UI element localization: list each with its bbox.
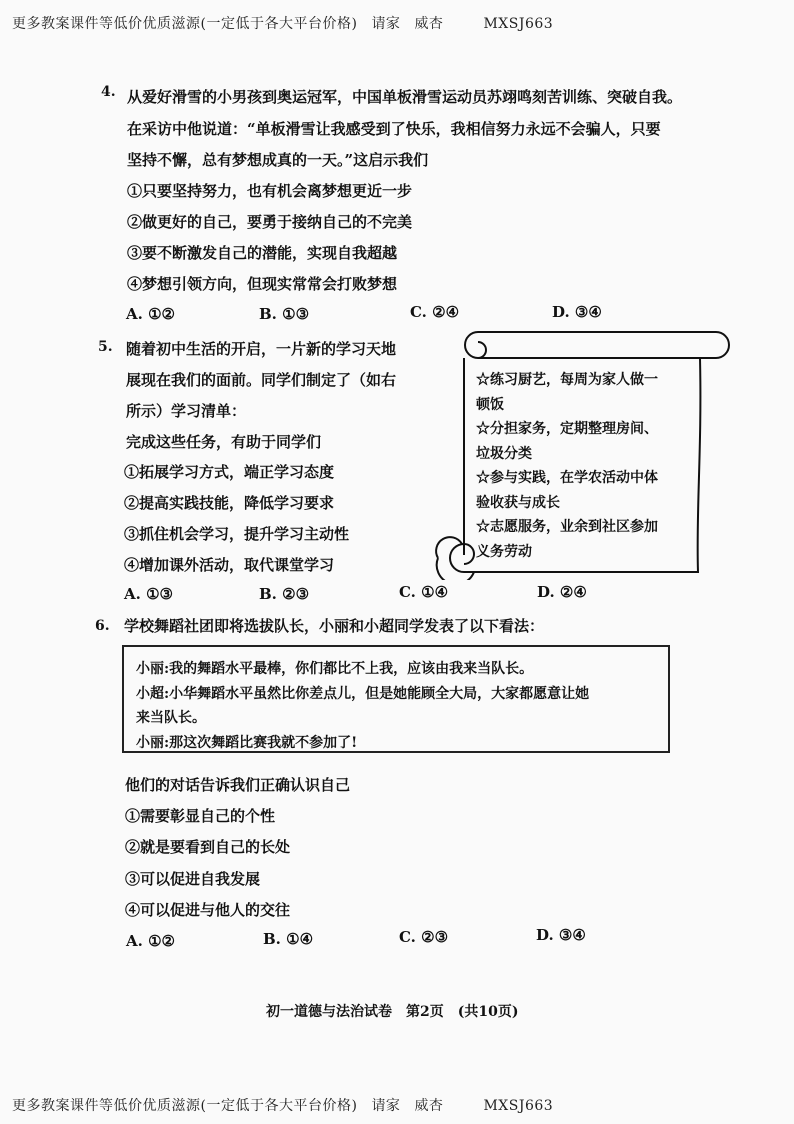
- question-4-option-b[interactable]: B. ①③: [259, 305, 310, 323]
- question-5-item-2: ②提高实践技能，降低学习要求: [124, 494, 335, 512]
- question-6-item-2: ②就是要看到自己的长处: [125, 838, 291, 856]
- question-5-option-c[interactable]: C. ①④: [399, 583, 449, 601]
- question-5-item-4: ④增加课外活动，取代课堂学习: [124, 556, 335, 574]
- question-6-item-1: ①需要彰显自己的个性: [125, 807, 276, 825]
- question-4-option-d[interactable]: D. ③④: [552, 303, 602, 321]
- question-4-number: 4.: [101, 84, 116, 100]
- footer-subject: 初一道德与法治试卷: [266, 1004, 392, 1020]
- scroll-text: [476, 368, 701, 564]
- scroll-line-2: 顿饭: [476, 396, 504, 413]
- question-5-option-d[interactable]: D. ②④: [537, 583, 587, 601]
- question-5-option-b[interactable]: B. ②③: [259, 585, 310, 603]
- scroll-line-3: ☆分担家务，定期整理房间、: [476, 421, 658, 437]
- question-6-prompt: 他们的对话告诉我们正确认识自己: [125, 776, 351, 794]
- scroll-line-8: 义务劳动: [476, 543, 532, 560]
- scroll-line-4: 垃圾分类: [476, 445, 532, 462]
- footer-page: 第2页: [406, 1004, 444, 1020]
- question-6-item-4: ④可以促进与他人的交往: [125, 901, 291, 919]
- question-5-number: 5.: [98, 339, 113, 355]
- banner-code: MXSJ663: [483, 16, 554, 32]
- question-4-stem-line-3: 坚持不懈，总有梦想成真的一天。”这启示我们: [127, 151, 429, 169]
- question-5-stem-line-4: 完成这些任务，有助于同学们: [126, 433, 322, 451]
- dialog-box: [122, 645, 670, 753]
- scroll-line-7: ☆志愿服务，业余到社区参加: [476, 519, 658, 535]
- banner-text-bottom: 更多教案课件等低价优质滋源(一定低于各大平台价格): [12, 1098, 358, 1114]
- question-4-stem-line-2: 在采访中他说道：“单板滑雪让我感受到了快乐，我相信努力永远不会骗人，只要: [127, 120, 661, 138]
- question-4-option-c[interactable]: C. ②④: [410, 303, 460, 321]
- question-4-item-4: ④梦想引领方向，但现实常常会打败梦想: [127, 275, 398, 293]
- question-4-item-3: ③要不断激发自己的潜能，实现自我超越: [127, 244, 398, 262]
- dialog-line-3: 来当队长。: [136, 710, 206, 726]
- banner-contact: 请家: [371, 16, 401, 32]
- banner-contact-bottom: 请家: [371, 1098, 401, 1114]
- banner-code-bottom: MXSJ663: [483, 1098, 554, 1114]
- footer-total: (共10页): [457, 1004, 519, 1020]
- page-footer: [266, 1001, 532, 1021]
- banner-name-bottom: 威杏: [414, 1098, 444, 1114]
- question-5-item-1: ①拓展学习方式，端正学习态度: [124, 463, 335, 481]
- question-4-stem-line-1: 从爱好滑雪的小男孩到奥运冠军，中国单板滑雪运动员苏翊鸣刻苦训练、突破自我。: [127, 88, 683, 106]
- question-6-number: 6.: [95, 618, 110, 634]
- question-5-stem-line-2: 展现在我们的面前。同学们制定了（如右: [126, 371, 397, 389]
- question-6-option-a[interactable]: A. ①②: [126, 932, 175, 950]
- question-4-option-a[interactable]: A. ①②: [126, 305, 175, 323]
- banner-name: 威杏: [414, 16, 444, 32]
- scroll-line-1: ☆练习厨艺，每周为家人做一: [476, 372, 658, 388]
- question-5-stem-line-3: 所示）学习清单：: [126, 402, 247, 420]
- bottom-banner: [12, 1095, 553, 1115]
- question-6-option-c[interactable]: C. ②③: [399, 928, 449, 946]
- dialog-line-4: 小丽:那这次舞蹈比赛我就不参加了!: [136, 734, 358, 751]
- question-4-item-2: ②做更好的自己，要勇于接纳自己的不完美: [127, 213, 413, 231]
- top-banner: [12, 13, 553, 33]
- question-5-item-3: ③抓住机会学习，提升学习主动性: [124, 525, 350, 543]
- study-list-scroll: [434, 330, 734, 580]
- question-6-item-3: ③可以促进自我发展: [125, 870, 261, 888]
- question-6-option-b[interactable]: B. ①④: [263, 930, 314, 948]
- dialog-line-2: 小超:小华舞蹈水平虽然比你差点儿，但是她能顾全大局，大家都愿意让她: [136, 685, 590, 702]
- dialog-line-1: 小丽:我的舞蹈水平最棒，你们都比不上我，应该由我来当队长。: [136, 661, 534, 677]
- banner-text: 更多教案课件等低价优质滋源(一定低于各大平台价格): [12, 16, 358, 32]
- question-5-stem-line-1: 随着初中生活的开启，一片新的学习天地: [126, 340, 397, 358]
- question-6-stem: 学校舞蹈社团即将选拔队长，小丽和小超同学发表了以下看法：: [124, 617, 545, 635]
- scroll-line-6: 验收获与成长: [476, 494, 560, 511]
- question-4-item-1: ①只要坚持努力，也有机会离梦想更近一步: [127, 182, 413, 200]
- question-6-option-d[interactable]: D. ③④: [536, 926, 586, 944]
- question-5-option-a[interactable]: A. ①③: [124, 585, 173, 603]
- scroll-line-5: ☆参与实践，在学农活动中体: [476, 470, 658, 486]
